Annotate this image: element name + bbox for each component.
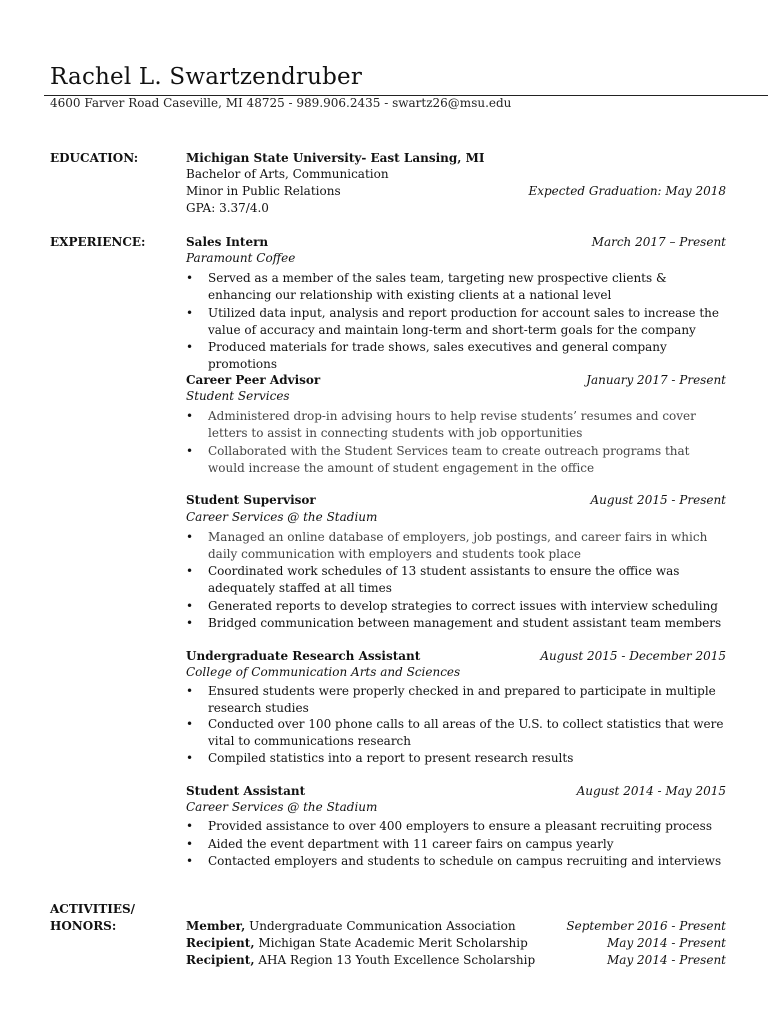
education-gpa: GPA: 3.37/4.0 (186, 201, 269, 215)
activity-name: Michigan State Academic Merit Scholarship (254, 936, 528, 950)
job-title: Career Peer Advisor (186, 373, 321, 387)
bullet-icon: • (186, 854, 194, 868)
job-org: College of Communication Arts and Sciences (186, 665, 461, 679)
job-title: Student Assistant (186, 784, 306, 798)
activity-dates: May 2014 - Present (607, 953, 726, 967)
bullet-icon: • (186, 306, 194, 320)
activity-role: Recipient, (186, 953, 255, 967)
education-degree: Bachelor of Arts, Communication (186, 167, 389, 181)
job-org: Student Services (186, 389, 290, 403)
job-bullet: Ensured students were properly checked in and prepared to participate in multiple research studies (208, 684, 716, 715)
activity-dates: September 2016 - Present (566, 919, 726, 933)
bullet-icon: • (186, 340, 194, 354)
job-dates: August 2014 - May 2015 (576, 784, 726, 798)
bullet-icon: • (186, 616, 194, 630)
activity-role: Recipient, (186, 936, 255, 950)
activities-label: ACTIVITIES/ (50, 902, 136, 916)
experience-label: EXPERIENCE: (50, 235, 146, 249)
job-bullet: Administered drop-in advising hours to help revise students’ resumes and cover letters to assist in connecting students with job opportunities (208, 409, 696, 440)
job-bullet: Produced materials for trade shows, sales executives and general company promotions (208, 340, 667, 371)
activity-item (186, 936, 528, 950)
bullet-icon: • (186, 564, 194, 578)
bullet-icon: • (186, 409, 194, 423)
job-dates: August 2015 - December 2015 (540, 649, 726, 663)
education-minor: Minor in Public Relations (186, 184, 341, 198)
job-dates: August 2015 - Present (590, 493, 726, 507)
education-label: EDUCATION: (50, 151, 139, 165)
education-school: Michigan State University- East Lansing, MI (186, 151, 485, 165)
activity-dates: May 2014 - Present (607, 936, 726, 950)
job-bullet: Aided the event department with 11 career fairs on campus yearly (208, 837, 614, 851)
activity-item (186, 953, 535, 967)
job-bullet: Generated reports to develop strategies to correct issues with interview scheduling (208, 599, 718, 613)
job-org: Career Services @ the Stadium (186, 510, 378, 524)
job-org: Career Services @ the Stadium (186, 800, 378, 814)
bullet-icon: • (186, 271, 194, 285)
bullet-icon: • (186, 684, 194, 698)
job-bullet: Compiled statistics into a report to present research results (208, 751, 574, 765)
job-dates: January 2017 - Present (586, 373, 726, 387)
job-bullet: Contacted employers and students to schedule on campus recruiting and interviews (208, 854, 722, 868)
contact-line: 4600 Farver Road Caseville, MI 48725 - 989.906.2435 - swartz26@msu.edu (50, 96, 512, 110)
job-title: Student Supervisor (186, 493, 316, 507)
bullet-icon: • (186, 530, 194, 544)
job-dates: March 2017 – Present (591, 235, 726, 249)
job-bullet: Conducted over 100 phone calls to all areas of the U.S. to collect statistics that were vital to communications research (208, 717, 724, 748)
bullet-icon: • (186, 819, 194, 833)
job-bullet: Bridged communication between management and student assistant team members (208, 616, 722, 630)
activity-name: Undergraduate Communication Association (245, 919, 516, 933)
education-graduation: Expected Graduation: May 2018 (528, 184, 726, 198)
activity-name: AHA Region 13 Youth Excellence Scholarship (254, 953, 536, 967)
job-bullet: Utilized data input, analysis and report production for account sales to increase the value of accuracy and maintain long-term and short-term goals for the company (208, 306, 719, 337)
bullet-icon: • (186, 444, 194, 458)
job-org: Paramount Coffee (186, 251, 296, 265)
job-bullet: Provided assistance to over 400 employers to ensure a pleasant recruiting process (208, 819, 712, 833)
candidate-name: Rachel L. Swartzendruber (50, 64, 363, 90)
honors-label: HONORS: (50, 919, 117, 933)
job-bullet: Collaborated with the Student Services team to create outreach programs that would increase the amount of student engagement in the office (208, 444, 690, 475)
job-bullet: Managed an online database of employers, job postings, and career fairs in which daily communication with employers and students took place (208, 530, 708, 561)
bullet-icon: • (186, 837, 194, 851)
bullet-icon: • (186, 599, 194, 613)
activity-item (186, 919, 516, 933)
job-title: Sales Intern (186, 235, 269, 249)
job-bullet: Coordinated work schedules of 13 student assistants to ensure the office was adequately staffed at all times (208, 564, 680, 595)
job-title: Undergraduate Research Assistant (186, 649, 421, 663)
job-bullet: Served as a member of the sales team, targeting new prospective clients & enhancing our relationship with existing clients at a national level (208, 271, 667, 302)
bullet-icon: • (186, 751, 194, 765)
bullet-icon: • (186, 717, 194, 731)
activity-role: Member, (186, 919, 246, 933)
